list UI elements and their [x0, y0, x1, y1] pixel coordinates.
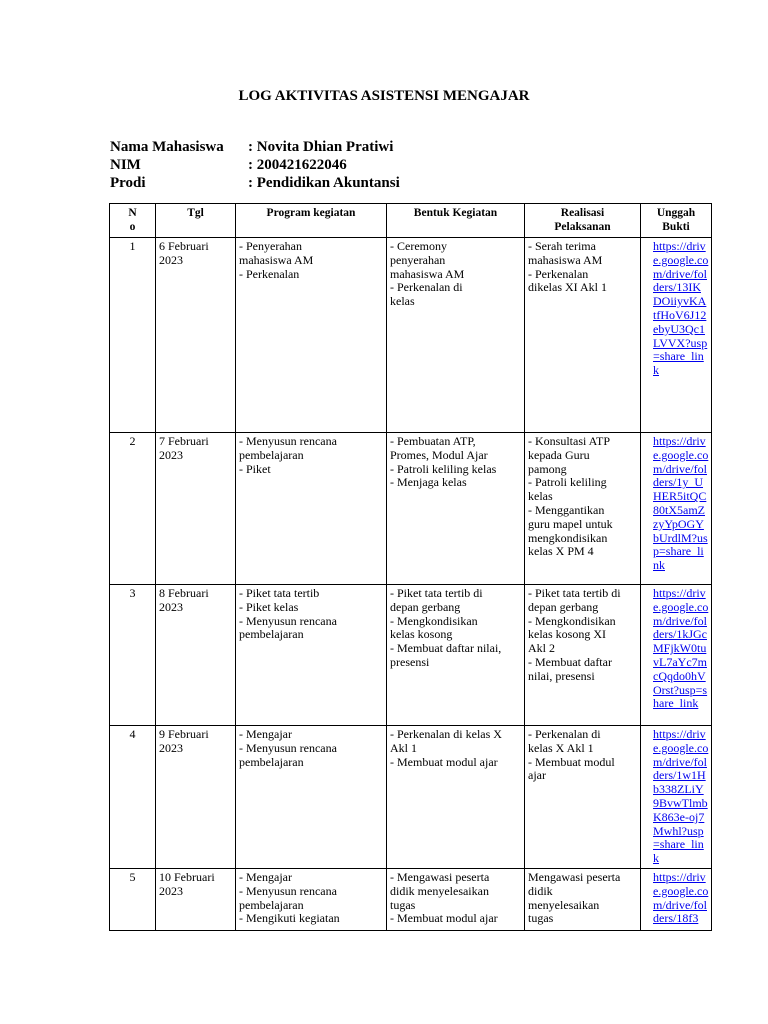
bentuk-line: tugas — [390, 897, 416, 912]
header-line: o — [129, 220, 136, 233]
header-line: Realisasi — [560, 207, 605, 219]
cell-bentuk — [387, 868, 525, 930]
realisasi-line: depan gerbang — [528, 599, 599, 614]
realisasi-line: menyelesaikan — [528, 897, 600, 912]
info-row-nim — [110, 156, 400, 174]
tgl-line: 2023 — [159, 883, 183, 898]
cell-bentuk — [387, 433, 525, 585]
bentuk-line: - Perkenalan di kelas X — [390, 727, 502, 741]
header-program — [236, 204, 387, 238]
tgl-line: 2023 — [159, 740, 183, 755]
realisasi-line: didik — [528, 883, 553, 898]
header-bukti — [641, 204, 712, 238]
bentuk-line: mahasiswa AM — [390, 266, 465, 281]
realisasi-line: Mengawasi peserta — [528, 869, 621, 884]
realisasi-line: - Serah terima — [528, 239, 596, 253]
realisasi-line: kelas kosong XI — [528, 627, 606, 642]
realisasi-line: - Patroli keliling — [528, 475, 607, 490]
cell-program — [236, 726, 387, 869]
program-line: - Piket kelas — [239, 599, 299, 614]
bentuk-line: - Perkenalan di — [390, 280, 463, 295]
tgl-line: 2023 — [159, 252, 183, 267]
program-line: - Menyusun rencana — [239, 613, 337, 628]
realisasi-line: - Perkenalan di — [528, 727, 601, 741]
table-row — [110, 868, 712, 930]
bentuk-line: Akl 1 — [390, 740, 417, 755]
info-label: Nama Mahasiswa — [110, 139, 224, 155]
realisasi-line: guru mapel untuk — [528, 516, 613, 531]
evidence-link[interactable]: https://drive.google.com/drive/folders/18f3 — [653, 869, 709, 926]
bentuk-line: kelas — [390, 294, 415, 309]
bentuk-line: kelas kosong — [390, 627, 453, 642]
program-line: pembelajaran — [239, 447, 304, 462]
header-line: N — [128, 207, 137, 219]
realisasi-line: Akl 2 — [528, 641, 555, 656]
realisasi-line: kelas X Akl 1 — [528, 740, 594, 755]
info-row-name — [110, 138, 400, 156]
header-no — [110, 204, 156, 238]
cell-program — [236, 433, 387, 585]
bentuk-line: Promes, Modul Ajar — [390, 447, 488, 462]
cell-bentuk — [387, 726, 525, 869]
bentuk-line: - Piket tata tertib di — [390, 586, 483, 600]
cell-tgl — [156, 868, 236, 930]
info-value: : Pendidikan Akuntansi — [248, 175, 400, 191]
program-line: - Mengajar — [239, 869, 292, 884]
cell-tgl — [156, 726, 236, 869]
realisasi-line: - Mengkondisikan — [528, 613, 616, 628]
program-line: - Piket — [239, 461, 271, 476]
evidence-link[interactable]: https://drive.google.com/drive/folders/1y_UHER5itQC80tX5amZzyYpOGYbUrdlM?usp=share_link — [653, 434, 709, 573]
header-bentuk — [387, 204, 525, 238]
realisasi-line: - Konsultasi ATP — [528, 434, 611, 448]
realisasi-line: - Membuat modul — [528, 754, 615, 769]
header-line: Tgl — [187, 207, 204, 219]
tgl-line: 10 Februari — [159, 869, 215, 884]
program-line: - Menyusun rencana — [239, 883, 337, 898]
cell-bukti — [641, 868, 712, 930]
header-line: Unggah — [656, 207, 696, 219]
cell-realisasi — [525, 238, 641, 433]
header-line: Bukti — [662, 220, 690, 233]
cell-no: 4 — [110, 726, 156, 869]
cell-no: 5 — [110, 868, 156, 930]
evidence-link[interactable]: https://drive.google.com/drive/folders/13IKDOiiyvKAtfHoV6J12ebyU3Qc1LVVX?usp=share_link — [653, 239, 709, 378]
tgl-line: 2023 — [159, 599, 183, 614]
realisasi-line: mengkondisikan — [528, 530, 608, 545]
program-line: - Piket tata tertib — [239, 586, 320, 600]
program-line: - Perkenalan — [239, 266, 300, 281]
realisasi-line: - Perkenalan — [528, 266, 589, 281]
info-label: NIM — [110, 157, 141, 173]
bentuk-line: - Mengkondisikan — [390, 613, 478, 628]
realisasi-line: mahasiswa AM — [528, 252, 603, 267]
realisasi-line: dikelas XI Akl 1 — [528, 280, 607, 295]
bentuk-line: - Pembuatan ATP, — [390, 434, 476, 448]
realisasi-line: tugas — [528, 911, 554, 926]
info-value: : 200421622046 — [248, 157, 347, 173]
page-title: LOG AKTIVITAS ASISTENSI MENGAJAR — [238, 88, 530, 104]
table-row — [110, 585, 712, 726]
tgl-line: 8 Februari — [159, 586, 209, 600]
cell-tgl — [156, 433, 236, 585]
cell-program — [236, 868, 387, 930]
info-value: : Novita Dhian Pratiwi — [248, 139, 394, 155]
program-line: - Mengajar — [239, 727, 292, 741]
evidence-link[interactable]: https://drive.google.com/drive/folders/1kJGcMFjkW0tuvL7aYc7mcQqdo0hVOrst?usp=share_link — [653, 586, 709, 711]
bentuk-line: - Membuat modul ajar — [390, 754, 498, 769]
program-line: - Penyerahan — [239, 239, 302, 253]
program-line: - Mengikuti kegiatan — [239, 911, 340, 926]
bentuk-line: - Membuat modul ajar — [390, 911, 498, 926]
header-line: Bentuk Kegiatan — [413, 207, 498, 219]
cell-bukti — [641, 433, 712, 585]
realisasi-line: kepada Guru — [528, 447, 590, 462]
realisasi-line: - Menggantikan — [528, 502, 605, 517]
program-line: pembelajaran — [239, 897, 304, 912]
program-line: pembelajaran — [239, 754, 304, 769]
cell-no: 1 — [110, 238, 156, 433]
bentuk-line: - Mengawasi peserta — [390, 869, 490, 884]
activity-log-table — [109, 203, 712, 931]
header-line: Pelaksanan — [554, 220, 611, 233]
bentuk-line: didik menyelesaikan — [390, 883, 489, 898]
student-info — [110, 138, 400, 192]
table-row — [110, 726, 712, 869]
realisasi-line: - Membuat daftar — [528, 654, 612, 669]
program-line: - Menyusun rencana — [239, 434, 337, 448]
cell-bukti — [641, 585, 712, 726]
tgl-line: 6 Februari — [159, 239, 209, 253]
cell-realisasi — [525, 585, 641, 726]
cell-tgl — [156, 238, 236, 433]
info-row-prodi — [110, 174, 400, 192]
realisasi-line: ajar — [528, 768, 546, 783]
realisasi-line: nilai, presensi — [528, 668, 595, 683]
cell-no: 2 — [110, 433, 156, 585]
bentuk-line: - Membuat daftar nilai, — [390, 641, 502, 656]
cell-bukti — [641, 726, 712, 869]
program-line: mahasiswa AM — [239, 252, 314, 267]
cell-bukti — [641, 238, 712, 433]
bentuk-line: presensi — [390, 654, 430, 669]
bentuk-line: - Patroli keliling kelas — [390, 461, 497, 476]
tgl-line: 2023 — [159, 447, 183, 462]
cell-bentuk — [387, 238, 525, 433]
cell-program — [236, 585, 387, 726]
realisasi-line: kelas — [528, 489, 553, 504]
tgl-line: 7 Februari — [159, 434, 209, 448]
table-row — [110, 433, 712, 585]
cell-tgl — [156, 585, 236, 726]
bentuk-line: - Ceremony — [390, 239, 447, 253]
bentuk-line: depan gerbang — [390, 599, 461, 614]
realisasi-line: pamong — [528, 461, 567, 476]
cell-program — [236, 238, 387, 433]
realisasi-line: - Piket tata tertib di — [528, 586, 621, 600]
header-tgl — [156, 204, 236, 238]
cell-bentuk — [387, 585, 525, 726]
evidence-link[interactable]: https://drive.google.com/drive/folders/1w1Hb338ZLiY9BvwTlmbK863e-oj7Mwhl?usp=share_link — [653, 727, 709, 866]
program-line: pembelajaran — [239, 627, 304, 642]
cell-no: 3 — [110, 585, 156, 726]
header-line: Program kegiatan — [266, 207, 356, 219]
program-line: - Menyusun rencana — [239, 740, 337, 755]
bentuk-line: penyerahan — [390, 252, 446, 267]
tgl-line: 9 Februari — [159, 727, 209, 741]
cell-realisasi — [525, 726, 641, 869]
bentuk-line: - Menjaga kelas — [390, 475, 467, 490]
cell-realisasi — [525, 868, 641, 930]
info-label: Prodi — [110, 175, 146, 191]
table-row — [110, 238, 712, 433]
header-realisasi — [525, 204, 641, 238]
table-header-row — [110, 204, 712, 238]
cell-realisasi — [525, 433, 641, 585]
realisasi-line: kelas X PM 4 — [528, 544, 594, 559]
